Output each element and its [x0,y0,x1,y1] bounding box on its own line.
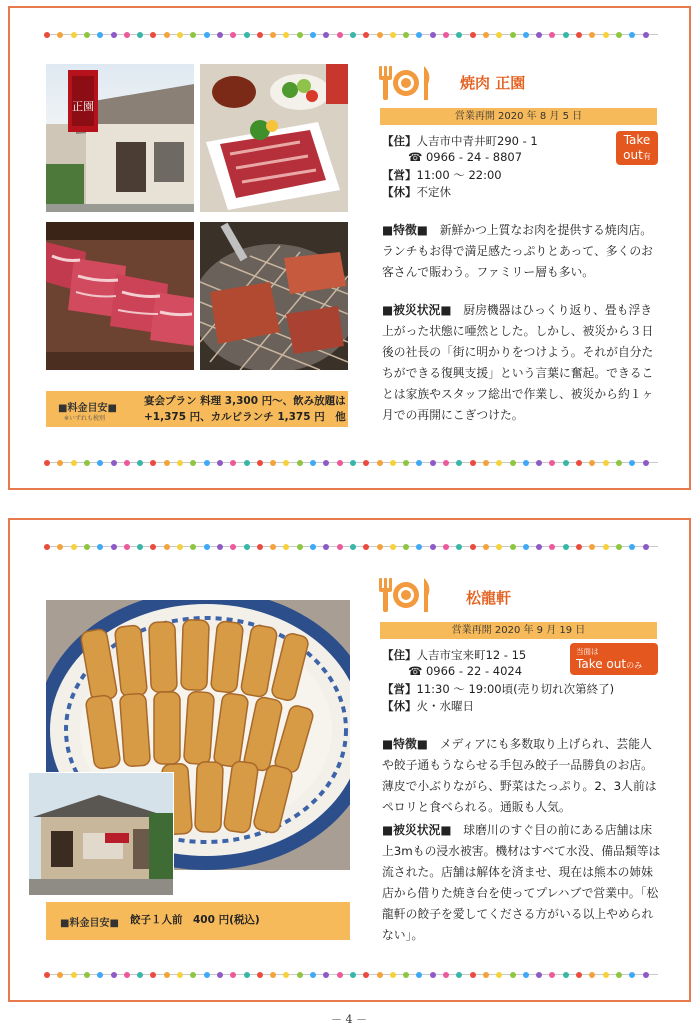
decorative-dot [603,460,609,466]
decorative-dot [629,460,635,466]
decorative-dot [496,32,502,38]
takeout-suffix: 有 [642,152,651,161]
decorative-dot [377,544,383,550]
restaurant-plate-icon [376,576,434,614]
decorative-dot [257,972,263,978]
decorative-dot [443,460,449,466]
decorative-dot [111,460,117,466]
decorative-dot [111,32,117,38]
price-line-1: 宴会プラン 料理 3,300 円〜、飲み放題は [144,395,346,407]
decorative-dot [124,460,130,466]
decorative-dot [283,460,289,466]
decorative-dot [416,972,422,978]
address-label: 【住】 [382,648,417,662]
dot-divider-bottom [44,970,658,980]
price-text: 餃子１人前 400 円(税込) [130,914,260,926]
damage-label: ■被災状況■ [382,303,452,317]
decorative-dot [589,460,595,466]
address: 人吉市中青井町290 - 1 [416,134,538,148]
decorative-dot [456,972,462,978]
decorative-dot [310,972,316,978]
decorative-dot [456,544,462,550]
decorative-dot [363,972,369,978]
decorative-dot [164,972,170,978]
decorative-dot [430,972,436,978]
decorative-dot [443,32,449,38]
decorative-dot [230,544,236,550]
decorative-dot [377,32,383,38]
decorative-dot [204,460,210,466]
decorative-dot [57,972,63,978]
decorative-dot [403,544,409,550]
decorative-dot [643,544,649,550]
decorative-dot [443,972,449,978]
decorative-dot [576,460,582,466]
takeout-line-2: out [623,148,643,162]
decorative-dot [603,32,609,38]
decorative-dot [616,972,622,978]
price-label: ■料金目安■ [60,918,119,929]
decorative-dot [456,32,462,38]
decorative-dot [536,32,542,38]
damage-paragraph [382,820,662,946]
decorative-dot [416,460,422,466]
decorative-dot [589,544,595,550]
decorative-dot [483,32,489,38]
decorative-dot [190,544,196,550]
decorative-dot [523,460,529,466]
decorative-dot [111,972,117,978]
reopen-date: 営業再開 2020 年 9 月 19 日 [380,622,657,639]
address-line [382,133,538,149]
decorative-dot [137,32,143,38]
reopen-date: 営業再開 2020 年 8 月 5 日 [380,108,657,125]
holiday-label: 【休】 [382,699,417,713]
decorative-dot [510,544,516,550]
decorative-dot [350,460,356,466]
decorative-dot [270,460,276,466]
feature-label: ■特徴■ [382,223,428,237]
decorative-dot [164,32,170,38]
feature-label: ■特徴■ [382,737,428,751]
decorative-dot [44,460,50,466]
decorative-dot [456,460,462,466]
damage-paragraph [382,300,662,426]
decorative-dot [230,972,236,978]
decorative-dot [57,460,63,466]
decorative-dot [71,972,77,978]
decorative-dot [97,544,103,550]
decorative-dot [204,544,210,550]
price-bar [46,391,348,427]
decorative-dot [390,32,396,38]
decorative-dot [536,544,542,550]
decorative-dot [270,972,276,978]
decorative-dot [403,460,409,466]
decorative-dot [443,544,449,550]
decorative-dot [563,544,569,550]
decorative-dot [416,544,422,550]
shop-name: 焼肉 正園 [460,74,526,92]
decorative-dot [337,544,343,550]
decorative-dot [111,544,117,550]
marbled-beef-photo [46,222,194,370]
dot-divider-top [44,30,658,40]
feature-text: メディアにも多数取り上げられ、芸能人や餃子通もうならせる手包み餃子一品勝負のお店。薄皮で小ぶりながら、野菜はたっぷり。2、3人前はペロリと食べられる。通販も人気。 [382,737,657,814]
restaurant-plate-icon [376,64,434,102]
decorative-dot [124,32,130,38]
decorative-dot [177,972,183,978]
decorative-dot [337,460,343,466]
takeout-suffix: のみ [626,661,643,670]
decorative-dot [377,972,383,978]
storefront-sign-text: 正園 [72,100,94,113]
decorative-dot [523,32,529,38]
decorative-dot [44,972,50,978]
address: 人吉市宝来町12 - 15 [416,648,527,662]
meat-plate-photo [200,64,348,212]
decorative-dot [71,460,77,466]
decorative-dot [323,460,329,466]
decorative-dot [71,544,77,550]
decorative-dot [323,972,329,978]
decorative-dot [403,972,409,978]
holiday: 不定休 [416,185,451,199]
hours-line [382,681,614,697]
decorative-dot [84,544,90,550]
decorative-dot [549,460,555,466]
decorative-dot [470,544,476,550]
decorative-dot [576,32,582,38]
decorative-dot [629,32,635,38]
decorative-dot [536,460,542,466]
feature-paragraph [382,220,662,283]
price-label: ■料金目安■ [58,403,117,414]
decorative-dot [244,460,250,466]
decorative-dot [563,32,569,38]
decorative-dot [97,32,103,38]
decorative-dot [297,32,303,38]
shop-card-shoen [8,6,691,490]
decorative-dot [483,460,489,466]
holiday-line [382,184,451,200]
decorative-dot [496,972,502,978]
decorative-dot [483,972,489,978]
storefront-photo [46,64,194,212]
decorative-dot [204,32,210,38]
decorative-dot [217,972,223,978]
decorative-dot [350,972,356,978]
decorative-dot [643,460,649,466]
decorative-dot [217,32,223,38]
shop-card-shoryuken [8,518,691,1002]
decorative-dot [416,32,422,38]
decorative-dot [337,972,343,978]
decorative-dot [510,460,516,466]
page-number: － 4 － [331,1013,367,1026]
takeout-line-1: Take [623,133,651,147]
decorative-dot [283,972,289,978]
decorative-dot [549,972,555,978]
decorative-dot [363,460,369,466]
decorative-dot [137,972,143,978]
decorative-dot [190,460,196,466]
decorative-dot [643,972,649,978]
decorative-dot [430,460,436,466]
decorative-dot [310,460,316,466]
decorative-dot [323,32,329,38]
decorative-dot [523,544,529,550]
decorative-dot [363,544,369,550]
decorative-dot [97,460,103,466]
decorative-dot [337,32,343,38]
decorative-dot [576,972,582,978]
decorative-dot [137,460,143,466]
takeout-main: Take out [576,657,627,671]
decorative-dot [297,544,303,550]
holiday: 火・水曜日 [416,699,474,713]
decorative-dot [310,544,316,550]
decorative-dot [257,460,263,466]
holiday-label: 【休】 [382,185,417,199]
hours: 11:30 ～ 19:00頃(売り切れ次第終了) [416,682,615,696]
decorative-dot [589,32,595,38]
damage-text: 球磨川のすぐ目の前にある店舗は床上3mもの浸水被害。機材はすべて水没、備品類等は流された。店舗は解体を済ませ、現在は熊本の姉妹店から借りた焼き台を使ってプレハブで営業中。｢松龍軒の餃子を愛してくださる方がいる以上やめられない｣。 [382,823,661,942]
decorative-dot [430,32,436,38]
decorative-dot [124,972,130,978]
decorative-dot [603,972,609,978]
feature-paragraph [382,734,662,818]
decorative-dot [97,972,103,978]
dot-divider-top [44,542,658,552]
decorative-dot [297,972,303,978]
decorative-dot [563,972,569,978]
price-note: ※いずれも税別 [64,415,106,422]
dot-divider-bottom [44,458,658,468]
decorative-dot [71,32,77,38]
decorative-dot [536,972,542,978]
decorative-dot [124,544,130,550]
decorative-dot [470,972,476,978]
phone: ☎ 0966 - 22 - 4024 [408,664,523,678]
hours-label: 【営】 [382,168,417,182]
decorative-dot [297,460,303,466]
decorative-dot [283,544,289,550]
decorative-dot [589,972,595,978]
decorative-dot [576,544,582,550]
decorative-dot [244,32,250,38]
decorative-dot [510,972,516,978]
hours: 11:00 ～ 22:00 [416,168,502,182]
damage-label: ■被災状況■ [382,823,452,837]
decorative-dot [496,544,502,550]
decorative-dot [629,544,635,550]
decorative-dot [323,544,329,550]
holiday-line [382,698,474,714]
price-bar [46,902,350,940]
address-label: 【住】 [382,134,417,148]
decorative-dot [270,544,276,550]
decorative-dot [470,460,476,466]
decorative-dot [84,972,90,978]
decorative-dot [549,544,555,550]
decorative-dot [150,460,156,466]
decorative-dot [523,972,529,978]
decorative-dot [350,544,356,550]
decorative-dot [616,544,622,550]
decorative-dot [283,32,289,38]
price-line-2: +1,375 円、カルビランチ 1,375 円 他 [144,411,346,423]
decorative-dot [57,32,63,38]
hours-line [382,167,502,183]
decorative-dot [616,32,622,38]
takeout-badge [570,643,658,675]
decorative-dot [177,32,183,38]
decorative-dot [629,972,635,978]
decorative-dot [204,972,210,978]
takeout-prefix: 当面は [576,647,599,656]
decorative-dot [603,544,609,550]
decorative-dot [470,32,476,38]
shop-exterior-photo [28,772,174,896]
decorative-dot [230,32,236,38]
decorative-dot [177,460,183,466]
decorative-dot [403,32,409,38]
decorative-dot [563,460,569,466]
decorative-dot [510,32,516,38]
decorative-dot [244,972,250,978]
decorative-dot [616,460,622,466]
decorative-dot [217,460,223,466]
takeout-badge [616,131,658,165]
decorative-dot [363,32,369,38]
feature-text: 新鮮かつ上質なお肉を提供する焼肉店。ランチもお得で満足感たっぷりとあって、多くのお客さんで賑わう。ファミリー層も多い。 [382,223,653,279]
decorative-dot [643,32,649,38]
decorative-dot [177,544,183,550]
decorative-dot [496,460,502,466]
decorative-dot [390,544,396,550]
decorative-dot [137,544,143,550]
decorative-dot [44,32,50,38]
decorative-dot [350,32,356,38]
decorative-dot [217,544,223,550]
hours-label: 【営】 [382,682,417,696]
decorative-dot [377,460,383,466]
decorative-dot [270,32,276,38]
decorative-dot [549,32,555,38]
decorative-dot [164,460,170,466]
decorative-dot [150,32,156,38]
decorative-dot [190,972,196,978]
decorative-dot [84,32,90,38]
decorative-dot [390,460,396,466]
decorative-dot [483,544,489,550]
decorative-dot [310,32,316,38]
decorative-dot [150,544,156,550]
decorative-dot [257,32,263,38]
phone: ☎ 0966 - 24 - 8807 [408,150,523,164]
decorative-dot [164,544,170,550]
grill-photo [200,222,348,370]
shop-name: 松龍軒 [466,589,512,607]
decorative-dot [244,544,250,550]
decorative-dot [150,972,156,978]
decorative-dot [390,972,396,978]
damage-text: 厨房機器はひっくり返り、畳も浮き上がった状態に唖然とした。しかし、被災から３日後の社長の「街に明かりをつけよう。それが自分たちができる復興支援」という言葉に奮起。できることは家族やスタッフ総出で作業し、被災から約１ヶ月での再開にこぎつけた。 [382,303,654,422]
address-line [382,647,526,663]
decorative-dot [44,544,50,550]
decorative-dot [84,460,90,466]
decorative-dot [230,460,236,466]
decorative-dot [430,544,436,550]
decorative-dot [190,32,196,38]
decorative-dot [57,544,63,550]
decorative-dot [257,544,263,550]
